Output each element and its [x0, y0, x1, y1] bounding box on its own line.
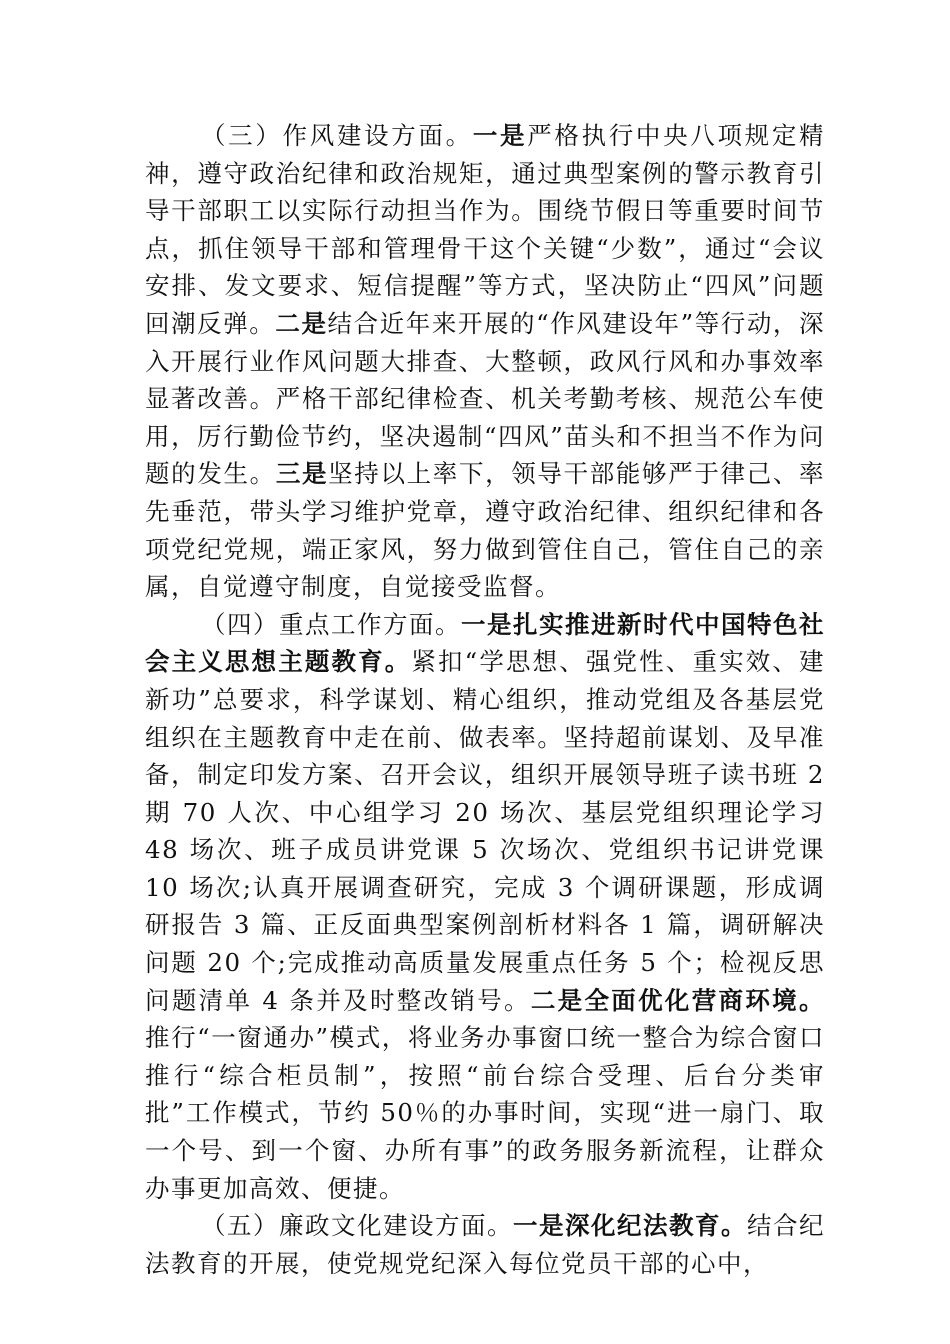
section-3-point-3-marker: 三是 — [275, 459, 329, 489]
paragraph-section-5 — [145, 1207, 825, 1282]
section-3-point-1-text: 严格执行中央八项规定精神，遵守政治纪律和政治规矩，通过典型案例的警示教育引导干部职工以实际行动担当作为。围绕节假日等重要时间节点，抓住领导干部和管理骨干这个关键“少数”，通过“会议安排、发文要求、短信提醒”等方式，坚决防止“四风”问题回潮反弹。 — [145, 121, 826, 338]
section-3-heading: （三）作风建设方面。 — [201, 121, 473, 150]
section-4-heading: （四）重点工作方面。 — [201, 609, 461, 639]
section-4-point-2-title: 二是全面优化营商环境。 — [530, 985, 825, 1015]
section-3-point-1-marker: 一是 — [472, 121, 528, 150]
section-3-point-2-text: 结合近年来开展的“作风建设年”等行动，深入开展行业作风问题大排查、大整顿，政风行风和办事效率显著改善。严格干部纪律检查、机关考勤考核、规范公车使用，厉行勤俭节约，坚决遏制“四风”苗头和不担当不作为问题的发生。 — [145, 308, 825, 489]
document-body — [145, 117, 825, 1282]
section-3-point-2-marker: 二是 — [275, 308, 328, 338]
section-5-heading: （五）廉政文化建设方面。 — [201, 1211, 513, 1241]
paragraph-section-3 — [145, 117, 825, 606]
section-5-point-1-text: 结合纪法教育的开展，使党规党纪深入每位党员干部的心中， — [145, 1211, 825, 1278]
section-3-point-3-text: 坚持以上率下，领导干部能够严于律己、率先垂范，带头学习维护党章，遵守政治纪律、组织纪律和各项党纪党规，端正家风，努力做到管住自己，管住自己的亲属，自觉遵守制度，自觉接受监督。 — [145, 459, 826, 602]
paragraph-section-4 — [145, 606, 825, 1208]
section-4-point-1-title: 一是扎实推进新时代中国特色社会主义思想主题教育。 — [145, 609, 825, 677]
section-4-point-2-text: 推行“一窗通办”模式，将业务办事窗口统一整合为综合窗口推行“综合柜员制”，按照“前台综合受理、后台分类审批”工作模式，节约 50％的办事时间，实现“进一扇门、取一个号、到一个窗、办所有事”的政务服务新流程，让群众办事更加高效、便捷。 — [145, 1023, 825, 1203]
section-4-point-1-text: 紧扣“学思想、强党性、重实效、建新功”总要求，科学谋划、精心组织，推动党组及各基层党组织在主题教育中走在前、做表率。坚持超前谋划、及早准备，制定印发方案、召开会议，组织开展领导班子读书班 2 期 70 人次、中心组学习 20 场次、基层党组织理论学习 48 场次、班子成员讲党课 5 次场次、党组织书记讲党课 10 场次;认真开展调查研究，完成 3 个调研课题，形成调研报告 3 篇、正反面典型案例剖析材料各 1 篇，调研解决问题 20 个;完成推动高质量发展重点任务 5 个；检视反思问题清单 4 条并及时整改销号。 — [145, 647, 825, 1015]
section-5-point-1-title: 一是深化纪法教育。 — [513, 1211, 747, 1241]
